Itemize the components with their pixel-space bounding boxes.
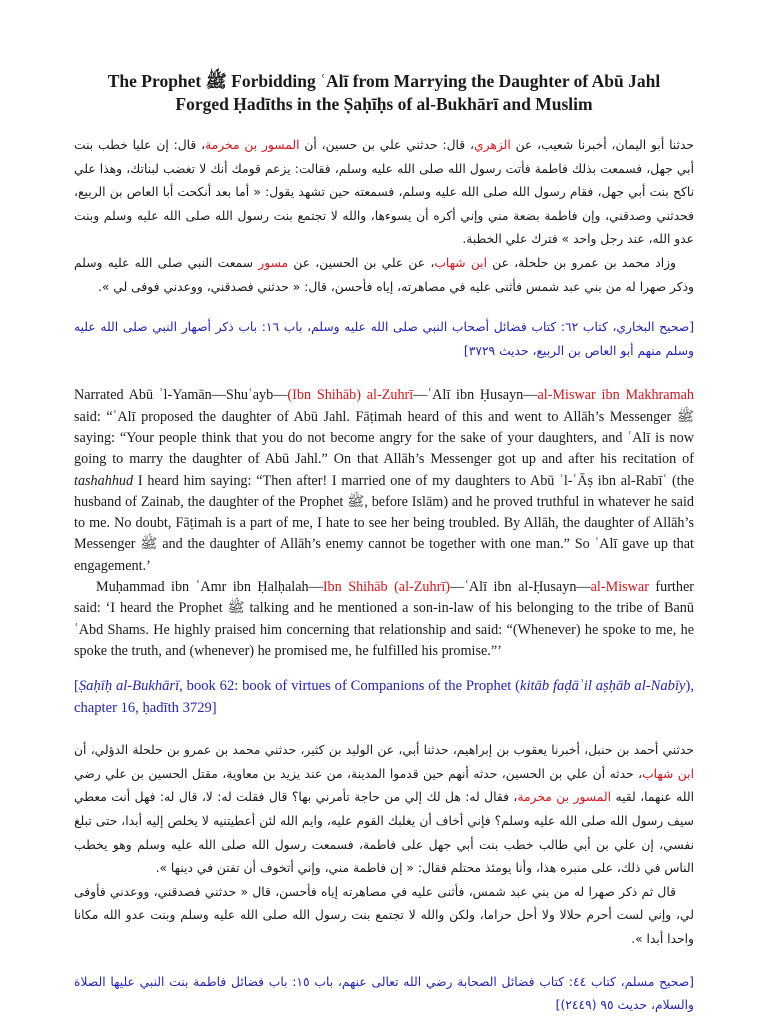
narrator-zuhri: (Ibn Shihāb) al-Zuhrī [287, 387, 414, 404]
english-translation-p2 [74, 577, 694, 662]
arabic-hadith-bukhari-p1 [74, 134, 694, 252]
text-run: ، قال: حدثني علي بن حسين، أن [299, 138, 474, 152]
text-run: said: “ʿAlī proposed the daughter of Abū Jahl. Fāṭimah heard of this and went to Allāh’s Messenger ﷺ saying: “Your people think that you do not become angry for the sake of your daughters, and ʿAlī is now going to marry the daughter of Abū Jahl.” On that Allāh’s Messenger got up and after his recitation of [74, 408, 694, 468]
arabic-hadith-muslim-p1 [74, 739, 694, 881]
text-run: —ʿAlī ibn al-Ḥusayn— [450, 579, 591, 596]
text-run: —ʿAlī ibn Ḥusayn— [413, 387, 538, 404]
narrator-miswar: مسور [258, 255, 289, 270]
arabic-reference-bukhari: [صحيح البخاري، كتاب ٦٢: كتاب فضائل أصحاب النبي صلى الله عليه وسلم، باب ١٦: باب ذكر أصهار النبي صلى الله عليه وسلم منهم أبو العاص بن الربيع، حديث ٣٧٢٩] [74, 320, 695, 358]
document-header [74, 0, 694, 116]
text-run: ), chapter 16, ḥadīth 3729] [74, 678, 694, 716]
text-run: سمعت النبي صلى الله عليه وسلم وذكر صهرا له من بني عبد شمس فأثنى عليه في مصاهرته، إياه فأحسن، قال: « حدثني فصدقني، ووعدني فوفى لي ». [74, 255, 694, 294]
narrator-miswar: al-Miswar [590, 579, 649, 596]
narrator-miswar: المسور بن مخرمة [205, 138, 300, 152]
book-title: Ṣaḥīḥ al-Bukhārī [78, 678, 180, 695]
narrator-ibn-shihab: ابن شهاب [434, 255, 488, 270]
narrator-ibn-shihab: ابن شهاب [642, 766, 695, 781]
text-run: ، عن علي بن الحسين، عن [288, 255, 435, 270]
english-reference-bukhari [74, 676, 694, 719]
arabic-hadith-muslim-p2: قال ثم ذكر صهرا له من بني عبد شمس، فأثنى عليه في مصاهرته إياه فأحسن، قال « حدثني فصدقني، ووعدني فأوفى لي، وإني لست أحرم حلالا ولا أحل حراما، ولكن والله لا تجتمع بنت رسول الله صلى الله عليه وسلم وبنت عدو الله مكانا واحدا أبدا ». [74, 884, 694, 946]
arabic-hadith-bukhari-p2 [74, 252, 694, 299]
narrator-ibn-shihab: Ibn Shihāb (al-Zuhrī) [322, 579, 450, 596]
narrator-miswar: المسور بن مخرمة [517, 790, 612, 805]
text-run: حدثني أحمد بن حنبل، أخبرنا يعقوب بن إبراهيم، حدثنا أبي، عن الوليد بن كثير، حدثني محمد بن عمرو بن حلحلة الدؤلي، أن [74, 743, 694, 758]
arabic-reference-muslim: [صحيح مسلم، كتاب ٤٤: كتاب فضائل الصحابة رضي الله تعالى عنهم، باب ١٥: باب فضائل فاطمة بنت النبي عليها الصلاة والسلام، حديث ٩٥ (٢٤٤٩)] [74, 974, 694, 1013]
text-run: [ [74, 678, 79, 695]
text-run: Muḥammad ibn ʿAmr ibn Ḥalḥalah— [96, 579, 323, 596]
text-run: , book 62: book of virtues of Companions of the Prophet ( [179, 678, 520, 695]
text-run: وزاد محمد بن عمرو بن حلحلة، عن [487, 255, 676, 270]
text-run: ، قال: إن عليا خطب بنت أبي جهل، فسمعت بذلك فاطمة فأتت رسول الله صلى الله عليه وسلم، فقالت: يزعم قومك أنك لا تغضب لبناتك، وهذا علي ناكح بنت أبي جهل، فقام رسول الله صلى الله عليه وسلم، فسمعته حين تشهد يقول: « أما بعد أنكحت أبا العاص بن الربيع، فحدثني وصدقني، وإن فاطمة بضعة مني وإني أكره أن يسوءها، والله لا تجتمع بنت رسول الله صلى الله عليه وسلم وبنت عدو الله، عند رجل واحد » فترك علي الخطبة. [74, 138, 694, 247]
text-run: حدثنا أبو اليمان، أخبرنا شعيب، عن [510, 138, 695, 152]
text-run: ، فقال له: هل لك إلي من حاجة تأمرني بها؟ قال فقلت له: لا، قال له: فهل أنت معطي سيف رسول الله صلى الله عليه وسلم؟ فإني أخاف أن يغلبك القوم عليه، وايم الله لئن أعطيتنيه لا يخلص إليه أبدا، حتى تبلغ نفسي، إن علي بن أبي طالب خطب بنت أبي جهل على فاطمة، فسمعت رسول الله صلى الله عليه وسلم وهو يخطب الناس في ذلك، على منبره هذا، وأنا يومئذ محتلم فقال: « إن فاطمة مني، وإني أتخوف أن تفتن في دينها ». [74, 790, 694, 876]
text-run: ، حدثه أن علي بن الحسين، حدثه أنهم حين قدموا المدينة، من عند يزيد بن معاوية، مقتل الحسين بن علي رضي الله عنهما، لقيه [74, 766, 695, 805]
text-run: Narrated Abū ʾl-Yamān—Shuʿayb— [74, 387, 288, 404]
kitab-title: kitāb faḍāʾil aṣḥāb al-Nabīy [519, 678, 686, 695]
page-title: The Prophet ﷺ Forbidding ʿAlī from Marrying the Daughter of Abū Jahl [107, 71, 661, 91]
narrator-zuhri: الزهري [473, 138, 511, 152]
text-run: further said: ‘I heard the Prophet ﷺ talking and he mentioned a son-in-law of his belonging to the tribe of Banū ʿAbd Shams. He highly praised him concerning that relationship and said: “(Whenever) he spoke to me, he spoke the truth, and (whenever) he promised me, he fulfilled his promise.”’ [74, 579, 694, 659]
narrator-miswar: al-Miswar ibn Makhramah [537, 387, 694, 404]
text-run: I heard him saying: “Then after! I married one of my daughters to Abū ʾl-ʿĀṣ ibn al-Rabīʿ (the husband of Zainab, the daughter of the Prophet ﷺ, before Islām) and he proved truthful in whatever he said to me. No doubt, Fāṭimah is a part of me, I hate to see her being troubled. By Allāh, the daughter of Allāh’s Messenger ﷺ and the daughter of Allāh’s enemy cannot be together with one man.” So ʿAlī gave up that engagement.’ [74, 472, 695, 574]
page-subtitle: Forged Ḥadīths in the Ṣaḥīḥs of al-Bukhārī and Muslim [175, 94, 593, 114]
english-translation-p1 [74, 385, 694, 577]
italic-term: tashahhud [74, 472, 134, 489]
